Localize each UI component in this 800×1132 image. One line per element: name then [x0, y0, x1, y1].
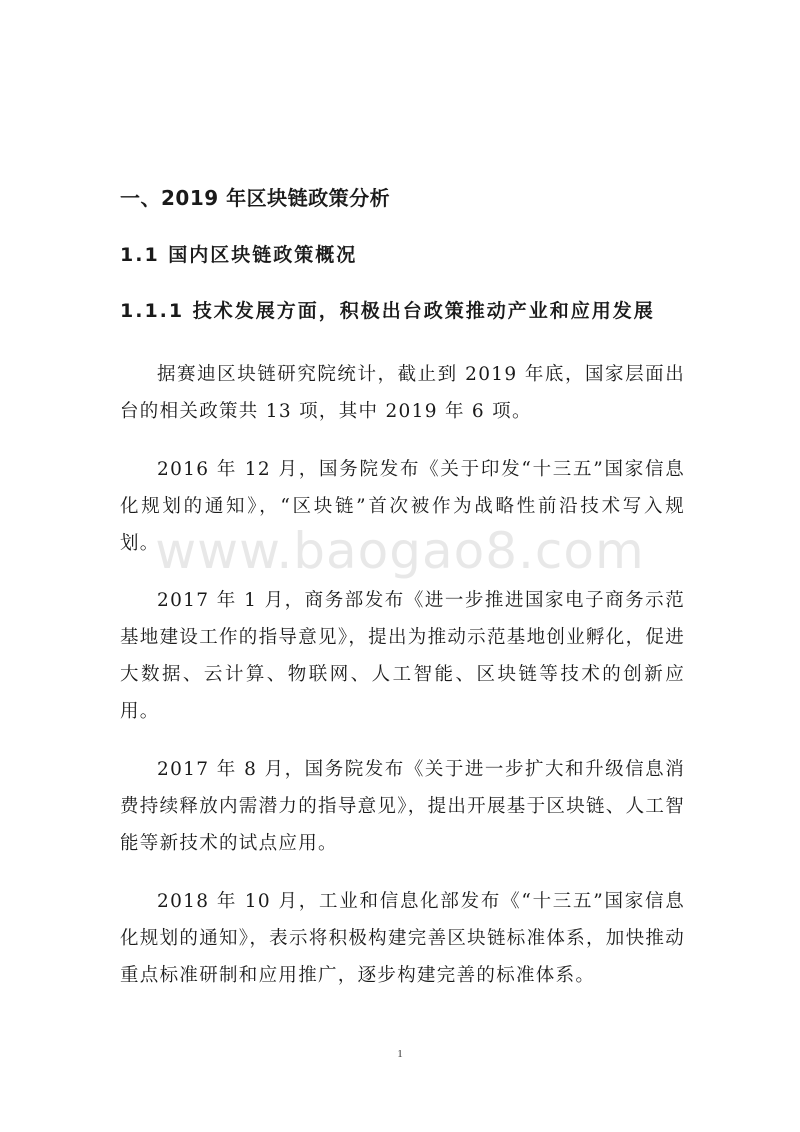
paragraph-2017-aug-policy: 2017 年 8 月，国务院发布《关于进一步扩大和升级信息消费持续释放内需潜力的指导意见》，提出开展基于区块链、人工智能等新技术的试点应用。: [120, 759, 685, 854]
heading-level-3: 1.1.1 技术发展方面，积极出台政策推动产业和应用发展: [120, 300, 655, 322]
heading-level-2: 1.1 国内区块链政策概况: [120, 244, 358, 266]
paragraph-statistics: 据赛迪区块链研究院统计，截止到 2019 年底，国家层面出台的相关政策共 13 项，其中 2019 年 6 项。: [120, 364, 685, 422]
paragraph-2016-policy: 2016 年 12 月，国务院发布《关于印发“十三五”国家信息化规划的通知》，“区块链”首次被作为战略性前沿技术写入规划。: [120, 459, 685, 554]
heading-level-1: 一、2019 年区块链政策分析: [120, 186, 391, 210]
paragraph-2017-jan-policy: 2017 年 1 月，商务部发布《进一步推进国家电子商务示范基地建设工作的指导意见》，提出为推动示范基地创业孵化，促进大数据、云计算、物联网、人工智能、区块链等技术的创新应用。: [120, 590, 685, 722]
paragraph-2018-oct-policy: 2018 年 10 月，工业和信息化部发布《“十三五”国家信息化规划的通知》，表示将积极构建完善区块链标准体系，加快推动重点标准研制和应用推广，逐步构建完善的标准体系。: [120, 891, 685, 986]
watermark: www.baogao8.com: [155, 522, 645, 580]
page-number: 1: [397, 1048, 403, 1060]
